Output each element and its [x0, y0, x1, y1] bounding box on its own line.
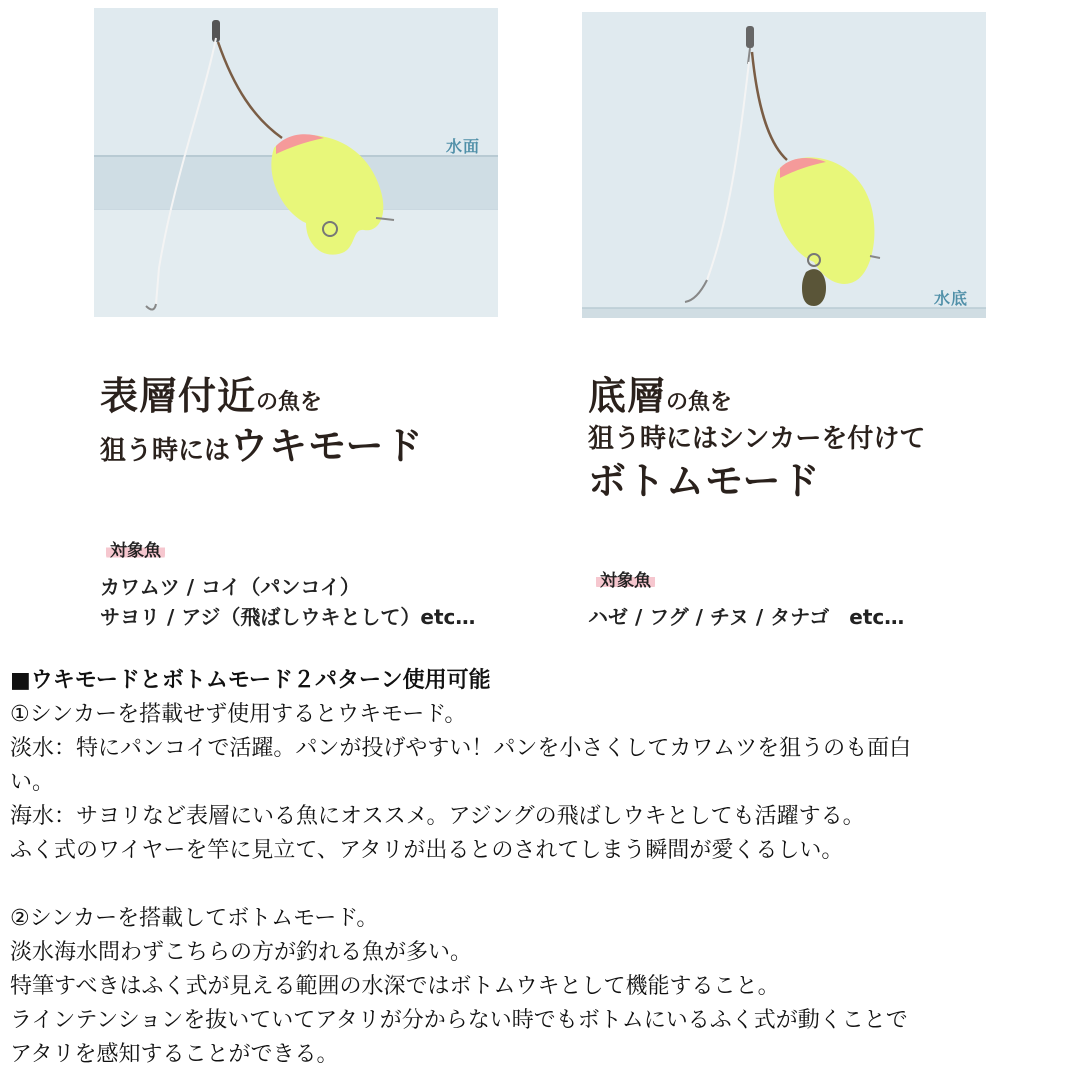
- float-mode-heading: [100, 374, 424, 469]
- target-fish-tag-right: 対象魚: [596, 566, 655, 591]
- paragraph-spacer: [10, 868, 1072, 902]
- float-heading-prefix: 狙う時には: [100, 435, 231, 466]
- species-line: サヨリ / アジ（飛ばしウキとして）etc…: [100, 605, 476, 629]
- bottom-heading-line2: 狙う時にはシンカーを付けて: [588, 423, 926, 454]
- water-bottom-label: 水底: [934, 289, 969, 308]
- description-text: [10, 664, 1072, 1072]
- description-line: ②シンカーを搭載してボトムモード。: [10, 906, 379, 931]
- float-heading-emphasis: 表層付近: [100, 374, 257, 418]
- float-heading-line1: [100, 374, 424, 420]
- float-mode-illustration: [94, 8, 498, 317]
- float-mode-photo: [94, 8, 498, 317]
- species-line: ハゼ / フグ / チヌ / タナゴ etc…: [588, 605, 905, 629]
- description-line: 淡水：特にパンコイで活躍。パンが投げやすい！パンを小さくしてカワムツを狙うのも面白: [10, 736, 912, 761]
- description-line: い。: [10, 770, 55, 795]
- bottom-mode-name: ボトムモード: [588, 458, 821, 503]
- bottom-mode-photo: [582, 12, 986, 318]
- target-fish-tag-left: 対象魚: [106, 536, 165, 561]
- bottom-heading-suffix: の魚を: [666, 390, 733, 415]
- species-line: カワムツ / コイ（パンコイ）: [100, 575, 360, 599]
- description-line: ①シンカーを搭載せず使用するとウキモード。: [10, 702, 467, 727]
- description-line: ラインテンションを抜いていてアタリが分からない時でもボトムにいるふく式が動くことで: [10, 1008, 908, 1033]
- description-line: ふく式のワイヤーを竿に見立て、アタリが出るとのされてしまう瞬間が愛くるしい。: [10, 838, 844, 863]
- description-line: 特筆すべきはふく式が見える範囲の水深ではボトムウキとして機能すること。: [10, 974, 780, 999]
- bottom-heading-line1: [588, 374, 925, 420]
- description-title: ■ウキモードとボトムモード２パターン使用可能: [10, 668, 491, 693]
- bottom-mode-heading: [588, 374, 925, 504]
- float-mode-name: ウキモード: [230, 423, 424, 468]
- bottom-mode-illustration: [582, 12, 986, 318]
- float-heading-suffix: の魚を: [256, 390, 323, 415]
- description-line: 海水：サヨリなど表層にいる魚にオススメ。アジングの飛ばしウキとしても活躍する。: [10, 804, 865, 829]
- description-line: 淡水海水問わずこちらの方が釣れる魚が多い。: [10, 940, 473, 965]
- bottom-mode-species: [588, 602, 904, 632]
- water-surface-label: 水面: [446, 137, 481, 156]
- description-line: アタリを感知することができる。: [10, 1042, 339, 1067]
- float-heading-line2: [100, 424, 424, 470]
- bottom-heading-emphasis: 底層: [588, 374, 667, 418]
- float-mode-species: [100, 572, 475, 632]
